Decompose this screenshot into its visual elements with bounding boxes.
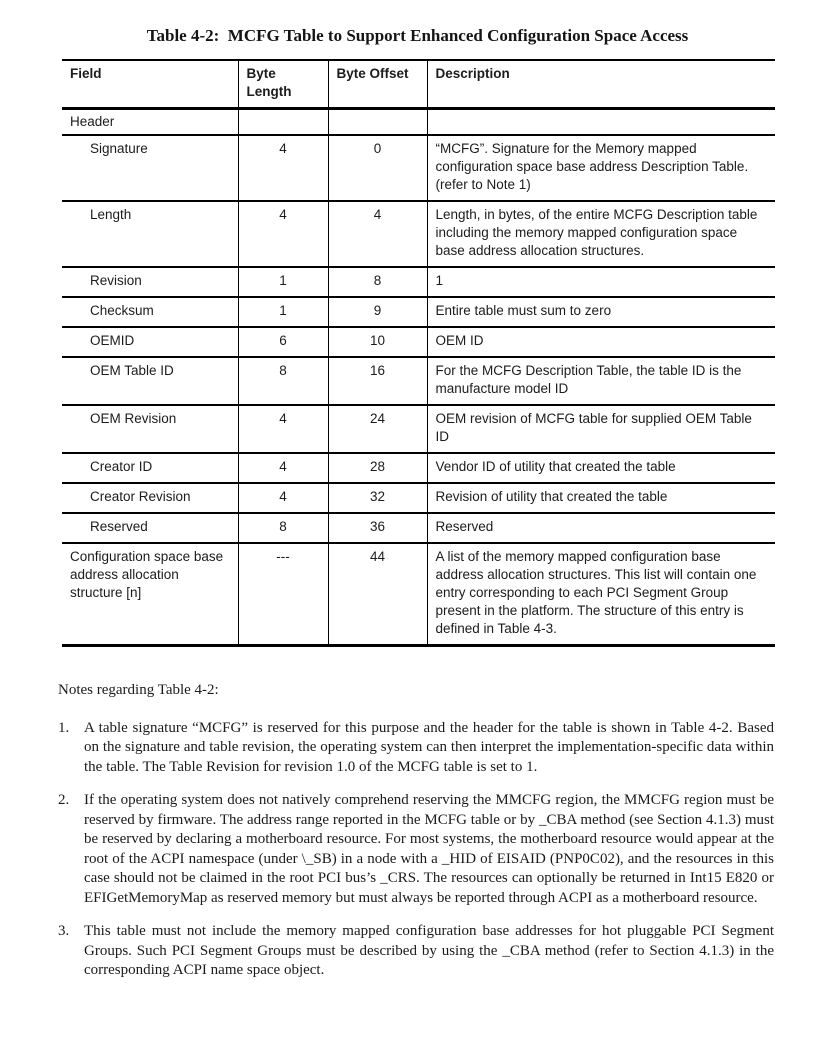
cell-description: OEM revision of MCFG table for supplied OEM Table ID [427,405,775,453]
cell-description: Entire table must sum to zero [427,297,775,327]
cell-description: Length, in bytes, of the entire MCFG Description table including the memory mapped configuration space base address allocation structures. [427,201,775,267]
table-row [62,453,775,483]
cell-field: Revision [90,273,142,288]
cell-byte-length: 4 [238,135,328,201]
cell-field: Signature [90,141,148,156]
table-row [62,513,775,543]
cell-byte-offset [328,109,427,136]
table-row [62,109,775,136]
cell-description: Reserved [427,513,775,543]
cell-field: Header [70,114,115,129]
cell-field: OEMID [90,333,135,348]
cell-byte-offset: 0 [328,135,427,201]
cell-byte-length: 4 [238,201,328,267]
cell-byte-length: 1 [238,297,328,327]
cell-description [427,109,775,136]
note-item [58,719,776,778]
table-row [62,483,775,513]
cell-description: For the MCFG Description Table, the table ID is the manufacture model ID [427,357,775,405]
cell-byte-length: 4 [238,405,328,453]
note-text: This table must not include the memory mapped configuration base addresses for hot pluggable PCI Segment Groups. Such PCI Segment Groups must be described by using the _CBA method (refer to Section 4.1.3) in the corresponding ACPI name space object. [84,923,774,978]
cell-field: Creator ID [90,459,153,474]
table-row [62,357,775,405]
cell-description: OEM ID [427,327,775,357]
cell-byte-length [238,109,328,136]
cell-byte-offset: 36 [328,513,427,543]
note-item [58,922,776,981]
cell-description: Revision of utility that created the table [427,483,775,513]
note-item [58,791,776,908]
notes-section [58,681,776,981]
table-caption: Table 4-2: MCFG Table to Support Enhanced Configuration Space Access [146,26,689,45]
cell-field: OEM Table ID [90,363,174,378]
cell-byte-offset: 8 [328,267,427,297]
table-row [62,201,775,267]
table-row [62,267,775,297]
cell-field: Creator Revision [90,489,191,504]
cell-byte-offset: 9 [328,297,427,327]
note-text: A table signature “MCFG” is reserved for this purpose and the header for the table is shown in Table 4-2. Based on the signature and table revision, the operating system can then interpret the implementation-specific data within the table. The Table Revision for revision 1.0 of the MCFG table is set to 1. [84,719,774,775]
cell-byte-length: 1 [238,267,328,297]
note-text: If the operating system does not natively comprehend reserving the MMCFG region, the MMCFG region must be reserved by firmware. The address range reported in the MCFG table or by _CBA method (see Section 4.1.3) must be reserved by declaring a motherboard resource. For most systems, the motherboard resource would appear at the root of the ACPI namespace (under \_SB) in a node with a _HID of EISAID (PNP0C02), and the resources in this case should not be claimed in the root PCI bus’s _CRS. The resources can optionally be returned in Int15 E820 or EFIGetMemoryMap as reserved memory but must always be reported through ACPI as a motherboard resource. [84,792,774,906]
cell-byte-length: 4 [238,453,328,483]
cell-byte-offset: 44 [328,543,427,646]
column-header-byte-offset: Byte Offset [328,60,427,109]
cell-byte-length: 6 [238,327,328,357]
mcfg-table [62,59,775,647]
cell-field: Reserved [90,519,148,534]
cell-description: Vendor ID of utility that created the table [427,453,775,483]
cell-byte-offset: 4 [328,201,427,267]
cell-field: OEM Revision [90,411,177,426]
column-header-description: Description [427,60,775,109]
cell-byte-offset: 28 [328,453,427,483]
cell-byte-length: 4 [238,483,328,513]
table-row [62,327,775,357]
cell-byte-offset: 10 [328,327,427,357]
table-header-row [62,60,775,109]
cell-byte-offset: 24 [328,405,427,453]
table-row [62,543,775,646]
cell-byte-length: --- [238,543,328,646]
cell-byte-offset: 16 [328,357,427,405]
cell-field: Configuration space base address allocation structure [n] [70,549,224,600]
note-number: 1. [58,719,70,736]
table-row [62,405,775,453]
cell-byte-length: 8 [238,357,328,405]
notes-heading: Notes regarding Table 4-2: [58,682,219,698]
cell-field: Length [90,207,132,222]
column-header-byte-length: Byte Length [238,60,328,109]
cell-description: “MCFG”. Signature for the Memory mapped configuration space base address Description Table. (refer to Note 1) [427,135,775,201]
note-number: 3. [58,923,70,939]
cell-byte-offset: 32 [328,483,427,513]
cell-description: 1 [427,267,775,297]
table-row [62,297,775,327]
cell-byte-length: 8 [238,513,328,543]
cell-description: A list of the memory mapped configuration base address allocation structures. This list will contain one entry corresponding to each PCI Segment Group present in the platform. The structure of this entry is defined in Table 4-3. [427,543,775,646]
note-number: 2. [58,792,70,808]
cell-field: Checksum [90,303,154,318]
column-header-field: Field [70,66,102,81]
table-row [62,135,775,201]
